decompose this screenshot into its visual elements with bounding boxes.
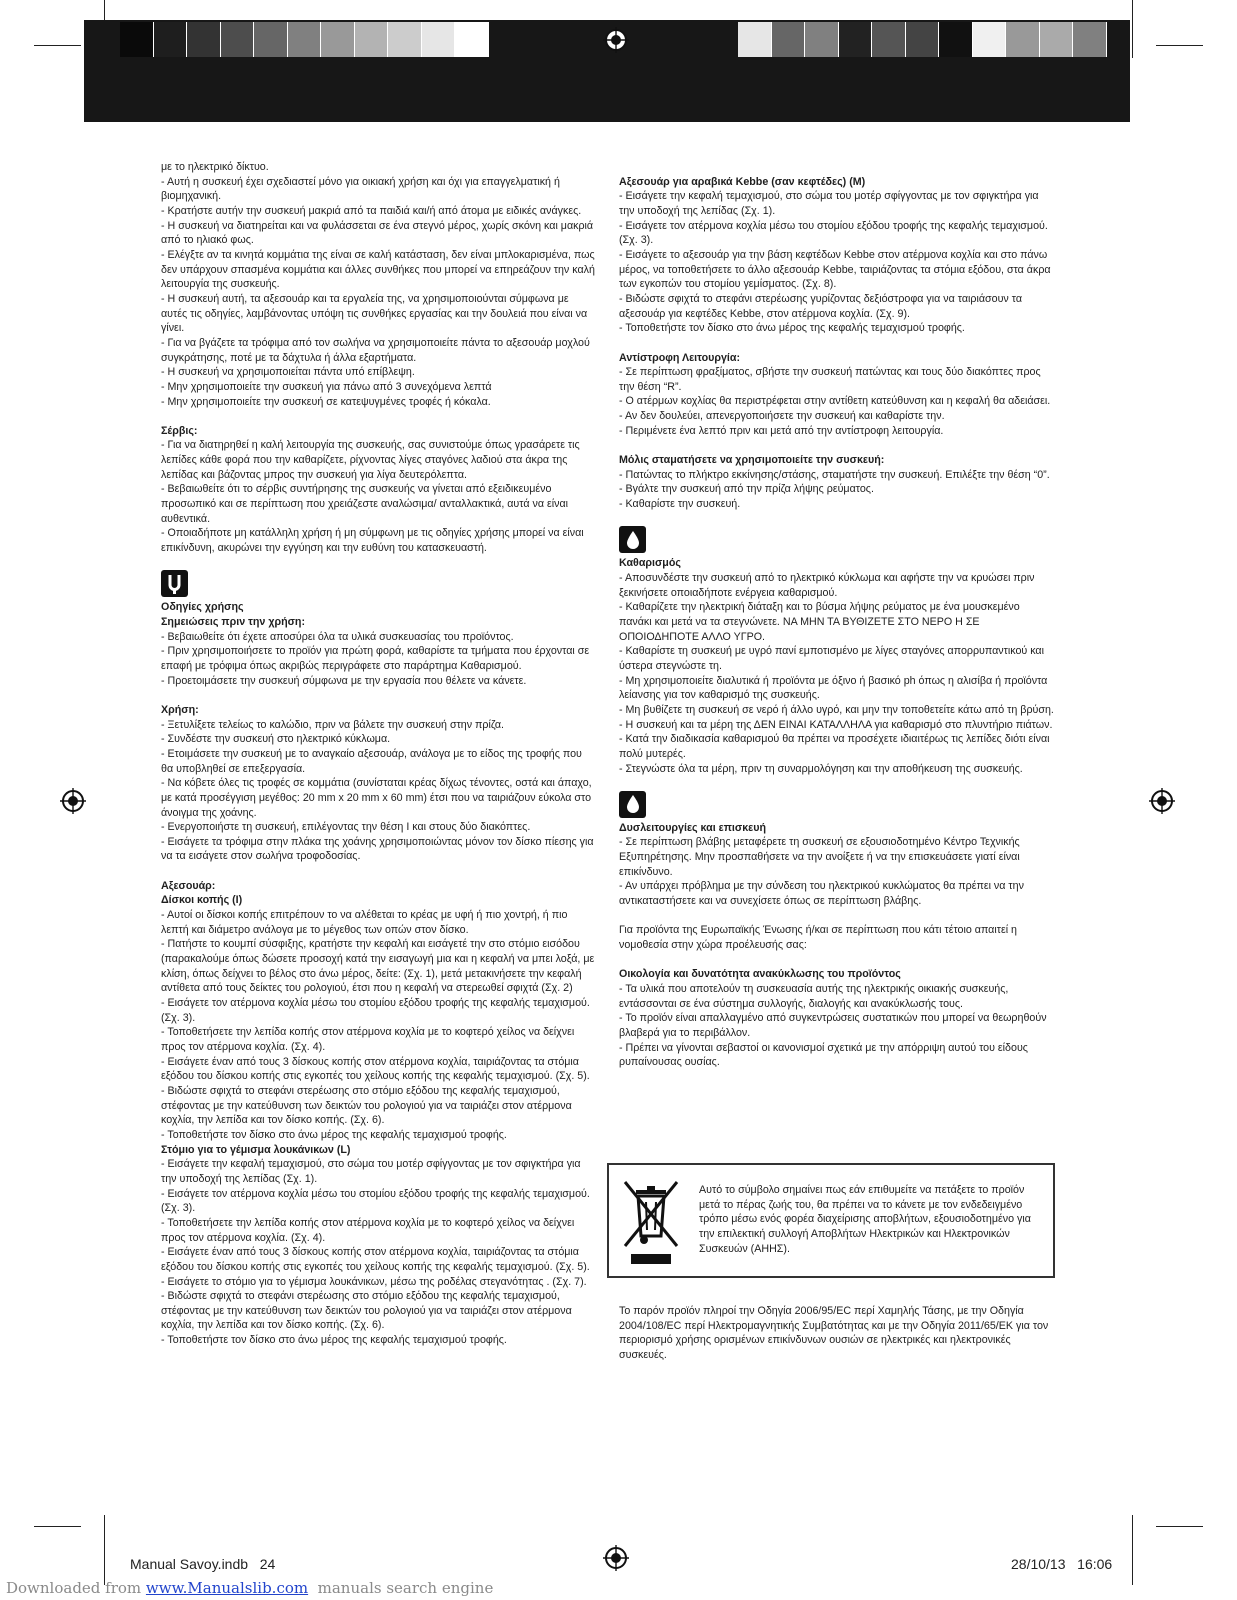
paragraph: - Η συσκευή και τα μέρη της ΔΕΝ ΕΙΝΑΙ ΚΑΤΑΛΛΗΛΑ για καθαρισμό στο πλυντήριο πιάτων. xyxy=(619,718,1053,731)
drop-icon xyxy=(619,791,646,818)
paragraph: - Η συσκευή αυτή, τα αξεσουάρ και τα εργαλεία της, να χρησιμοποιούνται σύμφωνα με αυτές τις οδηγίες, λαμβάνοντας υπόψη τις συνθήκες εργασίας και την δουλειά που είναι να γίνει. xyxy=(161,292,588,335)
color-swatch xyxy=(422,22,456,57)
paragraph: - Εισάγετε τα τρόφιμα στην πλάκα της χοάνης χρησιμοποιώντας μόνον τον δίσκο πίεσης για να τα εισάγετε στον σωλήνα τροφοδοσίας. xyxy=(161,835,594,863)
paragraph: - Ξετυλίξετε τελείως το καλώδιο, πριν να βάλετε την συσκευή στην πρίζα. xyxy=(161,718,505,731)
paragraph: - Μην χρησιμοποιείτε την συσκευή για πάνω από 3 συνεχόμενα λεπτά xyxy=(161,380,492,393)
paragraph: - Περιμένετε ένα λεπτό πριν και μετά από την αντίστροφη λειτουργία. xyxy=(619,424,944,437)
paragraph: - Σε περίπτωση βλάβης μεταφέρετε τη συσκευή σε εξουσιοδοτημένο Κέντρο Τεχνικής Εξυπηρέτησης. Μην προσπαθήσετε να την ανοίξετε ή να την επισκευάσετε γιατί είναι επικίνδυνο. xyxy=(619,836,1020,878)
color-swatch xyxy=(805,22,839,57)
section-heading: Καθαρισμός xyxy=(619,557,681,570)
paragraph: - Καθαρίστε τη συσκευή με υγρό πανί εμποτισμένο με λίγες σταγόνες απορρυπαντικού και ύστερα στεγνώστε τη. xyxy=(619,645,1044,672)
color-swatch xyxy=(288,22,322,57)
section-heading: Αξεσουάρ: xyxy=(161,879,216,892)
color-swatch xyxy=(187,22,221,57)
paragraph: - Μην χρησιμοποιείτε την συσκευή σε κατεψυγμένες τροφές ή κόκαλα. xyxy=(161,395,491,408)
paragraph: - Τα υλικά που αποτελούν τη συσκευασία αυτής της ηλεκτρικής οικιακής συσκευής, εντάσσονται σε ένα σύστημα συλλογής, διαλογής και ανακύκλωσής τους. xyxy=(619,983,1009,1010)
paragraph: - Οποιαδήποτε μη κατάλληλη χρήση ή μη σύμφωνη με τις οδηγίες χρήσης μπορεί να είναι επικίνδυνη, ακυρώνει την εγγύηση και την ευθύνη του κατασκευαστή. xyxy=(161,527,584,555)
compliance-statement: Το παρόν προϊόν πληροί την Οδηγία 2006/95/EC περί Χαμηλής Τάσης, με την Οδηγία 2004/108/EC περί Ηλεκτρομαγνητικής Συμβατότητας και με την Οδηγία 2011/65/EK για τον περιορισμό χρήσης ορισμένων επικίνδυνων ουσιών σε ηλεκτρικές και ηλεκτρονικές συσκευές. xyxy=(619,1305,1049,1361)
paragraph-spacer xyxy=(161,556,596,571)
left-text-column xyxy=(161,160,596,1348)
paragraph: - Κατά την διαδικασία καθαρισμού θα πρέπει να προσέχετε ιδιαιτέρως τις λεπίδες διότι είναι πολύ μυτερές. xyxy=(619,733,1050,760)
paragraph: - Αποσυνδέστε την συσκευή από το ηλεκτρικό κύκλωμα και αφήστε την να κρυώσει πριν ξεκινήσετε οποιαδήποτε ενέργεια καθαρισμού. xyxy=(619,572,1035,599)
color-swatch xyxy=(738,22,772,57)
paragraph: - Τοποθετήστε τον δίσκο στο άνω μέρος της κεφαλής τεμαχισμού τροφής. xyxy=(161,1128,507,1141)
paragraph: - Εισάγετε την κεφαλή τεμαχισμού, στο σώμα του μοτέρ σφίγγοντας με τον σφιγκτήρα για την υποδοχή της λεπίδας (Σχ. 1). xyxy=(619,190,1039,217)
paragraph: - Καθαρίστε την συσκευή. xyxy=(619,498,741,511)
section-heading: Στόμιο για το γέμισμα λουκάνικων (L) xyxy=(161,1143,351,1156)
paragraph: - Αν υπάρχει πρόβλημα με την σύνδεση του ηλεκτρικού κυκλώματος θα πρέπει να την αντικαταστήσετε και να συνεχίσετε όπως σε περίπτωση βλάβης. xyxy=(619,880,1024,908)
paragraph: - Αυτοί οι δίσκοι κοπής επιτρέπουν το να αλέθεται το κρέας με υφή ή πιο χοντρή, ή πιο λεπτή και διάμετρο ανάλογα με το μέγεθος των οπών στον δίσκο. xyxy=(161,909,568,936)
section-heading: Οδηγίες χρήσης xyxy=(161,601,244,614)
paragraph: - Εισάγετε το αξεσουάρ για την βάση κεφτέδων Kebbe στον ατέρμονα κοχλία και στο πάνω μέρος, να τοποθετήσετε το άλλο αξεσουάρ Kebbe, ταιριάζοντας τα στόμια εξόδου, στα άκρα των εγκοπών του στομίου γεμίσματος. (Σχ. 8). xyxy=(619,248,1051,291)
crop-mark xyxy=(34,1526,81,1527)
paragraph: - Τοποθετήστε τον δίσκο στο άνω μέρος της κεφαλής τεμαχισμού τροφής. xyxy=(161,1334,507,1347)
section-heading: Χρήση: xyxy=(161,703,199,716)
color-swatch xyxy=(906,22,940,57)
weee-notice-box xyxy=(607,1163,1055,1278)
paragraph: - Βεβαιωθείτε ότι έχετε αποσύρει όλα τα υλικά συσκευασίας του προϊόντος. xyxy=(161,630,514,643)
registration-mark-icon xyxy=(603,27,629,53)
paragraph: - Κρατήστε αυτήν την συσκευή μακριά από τα παιδιά και/ή από άτομα με ειδικές ανάγκες. xyxy=(161,204,582,217)
paragraph: - Πριν χρησιμοποιήσετε το προϊόν για πρώτη φορά, καθαρίστε τα τμήματα που έρχονται σε επαφή με τρόφιμα όπως ακριβώς περιγράφετε στο παράρτημα Καθαρισμού. xyxy=(161,645,590,672)
footer-date-label: 28/10/13 16:06 xyxy=(1011,1556,1113,1572)
paragraph: - Προετοιμάσετε την συσκευή σύμφωνα με την εργασία που θέλετε να κάνετε. xyxy=(161,674,527,687)
plug-icon xyxy=(161,570,188,597)
paragraph-spacer xyxy=(619,438,1055,453)
paragraph: - Μη χρησιμοποιείτε διαλυτικά ή προϊόντα με όξινο ή βασικό ph όπως η αλισίβα ή προϊόντα λείανσης για τον καθαρισμό της συσκευής. xyxy=(619,674,1048,702)
download-watermark xyxy=(6,1579,493,1597)
color-swatch xyxy=(872,22,906,57)
color-swatch xyxy=(355,22,389,57)
footer-file-label: Manual Savoy.indb 24 xyxy=(130,1556,276,1572)
crop-mark xyxy=(1132,1515,1133,1585)
color-calibration-strip-right xyxy=(738,22,1107,57)
color-swatch xyxy=(1040,22,1074,57)
paragraph-spacer xyxy=(619,160,1055,175)
paragraph: - Βγάλτε την συσκευή από την πρίζα λήψης ρεύματος. xyxy=(619,483,874,496)
paragraph: - Για να βγάζετε τα τρόφιμα από τον σωλήνα να χρησιμοποιείτε πάντα το αξεσουάρ μοχλού συγκράτησης, ποτέ με τα δάχτυλα ή άλλα εξαρτήματα. xyxy=(161,336,590,364)
paragraph: - Εισάγετε την κεφαλή τεμαχισμού, στο σώμα του μοτέρ σφίγγοντας με τον σφιγκτήρα για την υποδοχή της λεπίδας (Σχ. 1). xyxy=(161,1158,581,1185)
manualslib-link[interactable]: www.Manualslib.com xyxy=(145,1579,309,1597)
section-heading: Αντίστροφη Λειτουργία: xyxy=(619,351,741,364)
paragraph: - Να κόβετε όλες τις τροφές σε κομμάτια (συνίσταται κρέας δίχως τένοντες, οστά και άπαχο, με κατά προσέγγιση μεγέθος: 20 mm x 20 mm x 60 mm) έτσι που να ταιριάζουν εύκολα στο άνοιγμα της χοάνης. xyxy=(161,777,592,819)
watermark-prefix: Downloaded from xyxy=(6,1579,146,1597)
paragraph: - Εισάγετε έναν από τους 3 δίσκους κοπής στον ατέρμονα κοχλία, ταιριάζοντας τα στόμια εξόδου του δίσκου κοπής στις εγκοπές του χείλους κοπής της κεφαλής τεμαχισμού. (Σχ. 5). xyxy=(161,1055,590,1083)
color-swatch xyxy=(154,22,188,57)
color-swatch xyxy=(120,22,154,57)
crop-mark xyxy=(1156,45,1203,46)
paragraph-spacer xyxy=(161,409,596,424)
paragraph: - Εισάγετε τον ατέρμονα κοχλία μέσω του στομίου εξόδου τροφής της κεφαλής τεμαχισμού. (Σχ. 3). xyxy=(161,997,590,1024)
paragraph: - Το προϊόν είναι απαλλαγμένο από συγκεντρώσεις συστατικών που μπορεί να θεωρηθούν βλαβερά για το περιβάλλον. xyxy=(619,1012,1047,1039)
section-heading: Οικολογία και δυνατότητα ανακύκλωσης του προϊόντος xyxy=(619,968,901,981)
paragraph: Για προϊόντα της Ευρωπαϊκής Ένωσης ή/και σε περίπτωση που κάτι τέτοιο απαιτεί η νομοθεσία στην χώρα προέλευσής σας: xyxy=(619,924,1017,952)
paragraph: - Πρέπει να γίνονται σεβαστοί οι κανονισμοί σχετικά με την απόρριψη αυτού του είδους ρυπαίνουσας ουσίας. xyxy=(619,1041,1028,1069)
registration-mark-icon xyxy=(60,788,86,814)
paragraph: - Τοποθετήσετε την λεπίδα κοπής στον ατέρμονα κοχλία με το κοφτερό χείλος να δείχνει προς τον ατέρμονα κοχλία. (Σχ. 4). xyxy=(161,1026,575,1053)
paragraph: - Η συσκευή να διατηρείται και να φυλάσσεται σε ένα στεγνό μέρος, χωρίς σκόνη και μακριά από το ηλιακό φως. xyxy=(161,219,594,247)
color-swatch xyxy=(772,22,806,57)
paragraph: - Για να διατηρηθεί η καλή λειτουργία της συσκευής, σας συνιστούμε όπως γρασάρετε τις λεπίδες κάθε φορά που την καθαρίζετε, ρίχνοντας λίγες σταγόνες λαδιού στα άκρα της λεπίδας και βάζοντας μπρος την συσκευή για λίγα δευτερόλεπτα. xyxy=(161,439,580,481)
color-swatch xyxy=(455,22,489,57)
registration-mark-icon xyxy=(603,1545,629,1571)
crop-mark xyxy=(34,45,81,46)
right-text-column xyxy=(619,160,1055,1070)
paragraph: - Ενεργοποιήστε τη συσκευή, επιλέγοντας την θέση I και στους δύο διακόπτες. xyxy=(161,821,531,834)
paragraph: - Στεγνώστε όλα τα μέρη, πριν τη συναρμολόγηση και την αποθήκευση της συσκευής. xyxy=(619,762,1023,775)
color-swatch xyxy=(1073,22,1107,57)
crop-mark xyxy=(1132,0,1133,58)
paragraph-spacer xyxy=(161,688,596,703)
paragraph: με το ηλεκτρικό δίκτυο. xyxy=(161,161,269,173)
weee-notice-text: Αυτό το σύμβολο σημαίνει πως εάν επιθυμείτε να πετάξετε το προϊόν μετά το πέρας ζωής του, θα πρέπει να το κάνετε με τον ενδεδειγμένο τρόπο μέσω ενός φορέα διαχείρισης αποβλήτων, εξουσιοδοτημένο για την επιλεκτική συλλογή Αποβλήτων Ηλεκτρικών και Ηλεκτρονικών Συσκευών (ΑΗΗΣ). xyxy=(699,1184,1031,1255)
paragraph-spacer xyxy=(619,953,1055,968)
color-swatch xyxy=(254,22,288,57)
paragraph: - Βεβαιωθείτε ότι το σέρβις συντήρησης της συσκευής να γίνεται από εξειδικευμένο προσωπικό και σε περίπτωση που χρειάζεστε αναλώσιμα/ ανταλλακτικά, αυτά να είναι αυθεντικά. xyxy=(161,483,569,525)
color-swatch xyxy=(939,22,973,57)
paragraph: - Συνδέστε την συσκευή στο ηλεκτρικό κύκλωμα. xyxy=(161,733,391,746)
paragraph: - Καθαρίζετε την ηλεκτρική διάταξη και το βύσμα λήψης ρεύματος με ένα μουσκεμένο πανάκι και μετά να τα στεγνώνετε. ΝΑ ΜΗΝ ΤΑ ΒΥΘΙΖΕΤΕ ΣΤΟ ΝΕΡΟ Η ΣΕ ΟΠΟΙΟΔΗΠΟΤΕ ΑΛΛΟ ΥΓΡΟ. xyxy=(619,601,1020,643)
paragraph-spacer xyxy=(619,512,1055,527)
paragraph: - Εισάγετε τον ατέρμονα κοχλία μέσω του στομίου εξόδου τροφής της κεφαλής τεμαχισμού. (Σχ. 3). xyxy=(161,1187,590,1215)
paragraph: - Εισάγετε το στόμιο για το γέμισμα λουκάνικων, μέσω της ροδέλας στεγανότητας . (Σχ. 7). xyxy=(161,1275,587,1288)
paragraph-spacer xyxy=(619,336,1055,351)
crop-mark xyxy=(104,1515,105,1585)
crossed-out-wheelie-bin-icon xyxy=(620,1176,682,1268)
paragraph: - Βιδώστε σφιχτά το στεφάνι στερέωσης γυρίζοντας δεξιόστροφα για να ταιριάσουν τα αξεσουάρ για κεφτέδες Kebbe, στον ατέρμονα κοχλία. (Σχ. 9). xyxy=(619,292,1022,320)
paragraph: - Σε περίπτωση φραξίματος, σβήστε την συσκευή πατώντας και τους δύο διακόπτες προς την θέση “R”. xyxy=(619,366,1041,393)
paragraph: - Μη βυθίζετε τη συσκευή σε νερό ή άλλο υγρό, και μην την τοποθετείτε κάτω από τη βρύση. xyxy=(619,703,1054,716)
color-swatch xyxy=(973,22,1007,57)
paragraph-spacer xyxy=(619,776,1055,791)
paragraph: - Εισάγετε έναν από τους 3 δίσκους κοπής στον ατέρμονα κοχλία, ταιριάζοντας τα στόμια εξόδου του δίσκου κοπής στις εγκοπές του χείλους κοπής της κεφαλής τεμαχισμού. (Σχ. 5). xyxy=(161,1246,590,1273)
paragraph: - Βιδώστε σφιχτά το στεφάνι στερέωσης στο στόμιο εξόδου της κεφαλής τεμαχισμού, στέφοντας με την κατεύθυνση των δεικτών του ρολογιού για να ταιριάζει στον ατέρμονα κοχλία, την λεπίδα και τον δίσκο κοπής. (Σχ. 6). xyxy=(161,1290,572,1332)
paragraph: - Τοποθετήστε τον δίσκο στο άνω μέρος της κεφαλής τεμαχισμού τροφής. xyxy=(619,322,965,335)
paragraph: - Βιδώστε σφιχτά το στεφάνι στερέωσης στο στόμιο εξόδου της κεφαλής τεμαχισμού, στέφοντας με την κατεύθυνση των δεικτών του ρολογιού για να ταιριάζει στον ατέρμονα κοχλία, την λεπίδα και τον δίσκο κοπής. (Σχ. 6). xyxy=(161,1084,572,1127)
color-swatch xyxy=(1006,22,1040,57)
paragraph: - Ο ατέρμων κοχλίας θα περιστρέφεται στην αντίθετη κατεύθυνση και η κεφαλή θα αδειάσει. xyxy=(619,395,1051,408)
paragraph: - Αν δεν δουλεύει, απενεργοποιήσετε την συσκευή και καθαρίστε την. xyxy=(619,410,945,423)
section-heading: Δυσλειτουργίες και επισκευή xyxy=(619,821,766,834)
drop-icon xyxy=(619,526,646,553)
paragraph: - Ετοιμάσετε την συσκευή με το αναγκαίο αξεσουάρ, ανάλογα με το είδος της τροφής που θα υποβληθεί σε επεξεργασία. xyxy=(161,747,582,775)
paragraph: - Η συσκευή να χρησιμοποιείται πάντα υπό επίβλεψη. xyxy=(161,366,415,379)
color-swatch xyxy=(839,22,873,57)
color-swatch xyxy=(221,22,255,57)
registration-mark-icon xyxy=(1149,788,1175,814)
watermark-suffix: manuals search engine xyxy=(308,1579,494,1597)
paragraph: - Ελέγξτε αν τα κινητά κομμάτια της είναι σε καλή κατάσταση, δεν είναι μπλοκαρισμένα, πως δεν υπάρχουν σπασμένα κομμάτια και άλλες συνθήκες που μπορεί να επηρεάζουν την καλή λειτουργία της συσκευής. xyxy=(161,248,595,291)
color-swatch xyxy=(321,22,355,57)
section-heading: Σημειώσεις πριν την χρήση: xyxy=(161,616,306,628)
paragraph-spacer xyxy=(619,909,1055,924)
section-heading: Σέρβις: xyxy=(161,424,198,437)
section-heading: Μόλις σταματήσετε να χρησιμοποιείτε την συσκευή: xyxy=(619,454,885,467)
section-heading: Αξεσουάρ για αραβικά Kebbe (σαν κεφτέδες) (M) xyxy=(619,175,866,188)
color-calibration-strip-left xyxy=(120,22,489,57)
paragraph: - Εισάγετε τον ατέρμονα κοχλία μέσω του στομίου εξόδου τροφής της κεφαλής τεμαχισμού. (Σχ. 3). xyxy=(619,219,1048,247)
section-heading: Δίσκοι κοπής (I) xyxy=(161,894,243,907)
paragraph: - Τοποθετήσετε την λεπίδα κοπής στον ατέρμονα κοχλία με το κοφτερό χείλος να δείχνει προς τον ατέρμονα κοχλία. (Σχ. 4). xyxy=(161,1216,575,1244)
crop-mark xyxy=(1156,1526,1203,1527)
paragraph-spacer xyxy=(161,864,596,879)
color-swatch xyxy=(388,22,422,57)
paragraph: - Πατώντας το πλήκτρο εκκίνησης/στάσης, σταματήστε την συσκευή. Επιλέξτε την θέση “0”. xyxy=(619,468,1050,481)
paragraph: - Αυτή η συσκευή έχει σχεδιαστεί μόνο για οικιακή χρήση και όχι για επαγγελματική ή βιομηχανική. xyxy=(161,175,560,203)
paragraph: - Πατήστε το κουμπί σύσφιξης, κρατήστε την κεφαλή και εισάγετέ την στο στόμιο εισόδου (παρακαλούμε όπως δώσετε προσοχή κατά την εισαγωγή μια και η κεφαλή να μπει λοξά, με κλίση, όπως δείχνει το βέλος στο άνω μέρος, δείτε: (Σχ. 1), μετά μετακινήσετε την κεφαλή αντίθετα από τους δείκτες του ρολογιού, έτσι που η κεφαλή να στερεωθεί σφιχτά (Σχ. 2) xyxy=(161,938,595,995)
